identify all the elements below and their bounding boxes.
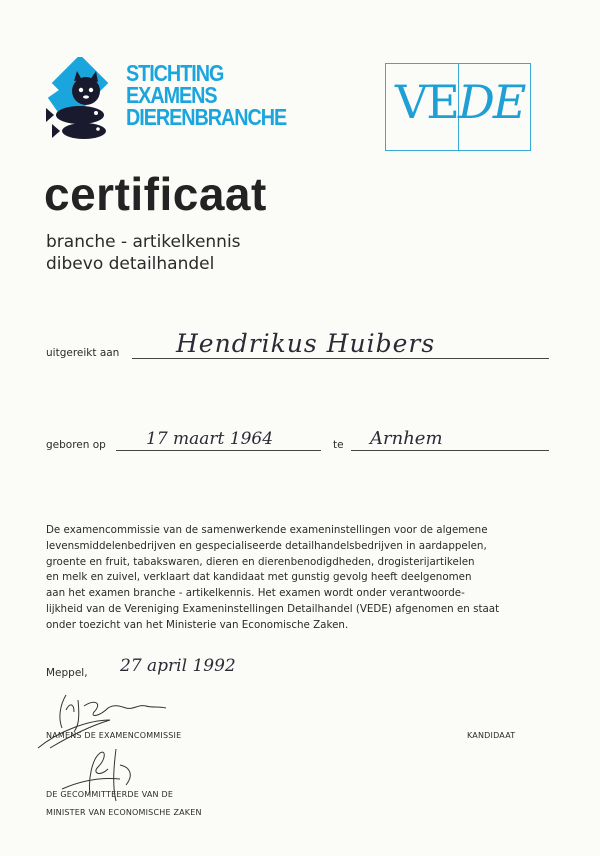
examination-committee-signature: [30, 690, 200, 750]
birth-place-line: [351, 450, 549, 451]
certificate-subtitle: [46, 231, 241, 275]
vede-logo-left: VE: [395, 75, 458, 129]
ministry-label-line: DE GECOMMITTEERDE VAN DE: [46, 790, 174, 799]
issue-date: 27 april 1992: [120, 656, 236, 676]
signature-left-label: NAMENS DE EXAMENCOMMISSIE: [46, 731, 182, 740]
vede-logo: [385, 63, 531, 151]
birth-date: 17 maart 1964: [146, 429, 274, 449]
body-line: aan het examen branche - artikelkennis. Het examen wordt onder verantwoorde-: [46, 587, 465, 600]
birth-place: Arnhem: [370, 428, 443, 449]
issue-place: Meppel,: [46, 667, 88, 679]
body-line: en melk en zuivel, verklaart dat kandidaat met gunstig gevolg heeft deelgenomen: [46, 571, 472, 584]
recipient-line: [132, 358, 549, 359]
vede-logo-right: DE: [458, 75, 525, 129]
born-place-label: te: [333, 439, 344, 451]
certificate-title: certificaat: [44, 168, 267, 220]
birth-date-line: [116, 450, 321, 451]
ministry-label-line: MINISTER VAN ECONOMISCHE ZAKEN: [46, 808, 202, 817]
ministry-label: [46, 786, 202, 822]
body-line: levensmiddelenbedrijven en gespecialiseerde detailhandelsbedrijven in aardappelen,: [46, 539, 487, 552]
body-line: lijkheid van de Vereniging Exameninstellingen Detailhandel (VEDE) afgenomen en staat: [46, 602, 500, 615]
born-label: geboren op: [46, 439, 106, 451]
issued-to-label: uitgereikt aan: [46, 347, 120, 359]
organization-name-line: STICHTING: [126, 60, 224, 86]
recipient-name: Hendrikus Huibers: [176, 329, 436, 358]
body-line: De examencommissie van de samenwerkende exameninstellingen voor de algemene: [46, 524, 488, 536]
organization-name-line: EXAMENS: [126, 82, 217, 108]
certificate-body: [46, 523, 566, 634]
subtitle-line: dibevo detailhandel: [46, 254, 215, 274]
cat-fish-logo-icon: [46, 57, 126, 141]
organization-name: [126, 62, 286, 128]
signature-right-label: KANDIDAAT: [467, 731, 516, 740]
organization-name-line: DIERENBRANCHE: [126, 104, 287, 130]
subtitle-line: branche - artikelkennis: [46, 232, 241, 252]
body-line: onder toezicht van het Ministerie van Economische Zaken.: [46, 618, 349, 631]
body-line: groente en fruit, tabakswaren, dieren en dierenbenodigdheden, drogisterijartikelen: [46, 555, 475, 568]
